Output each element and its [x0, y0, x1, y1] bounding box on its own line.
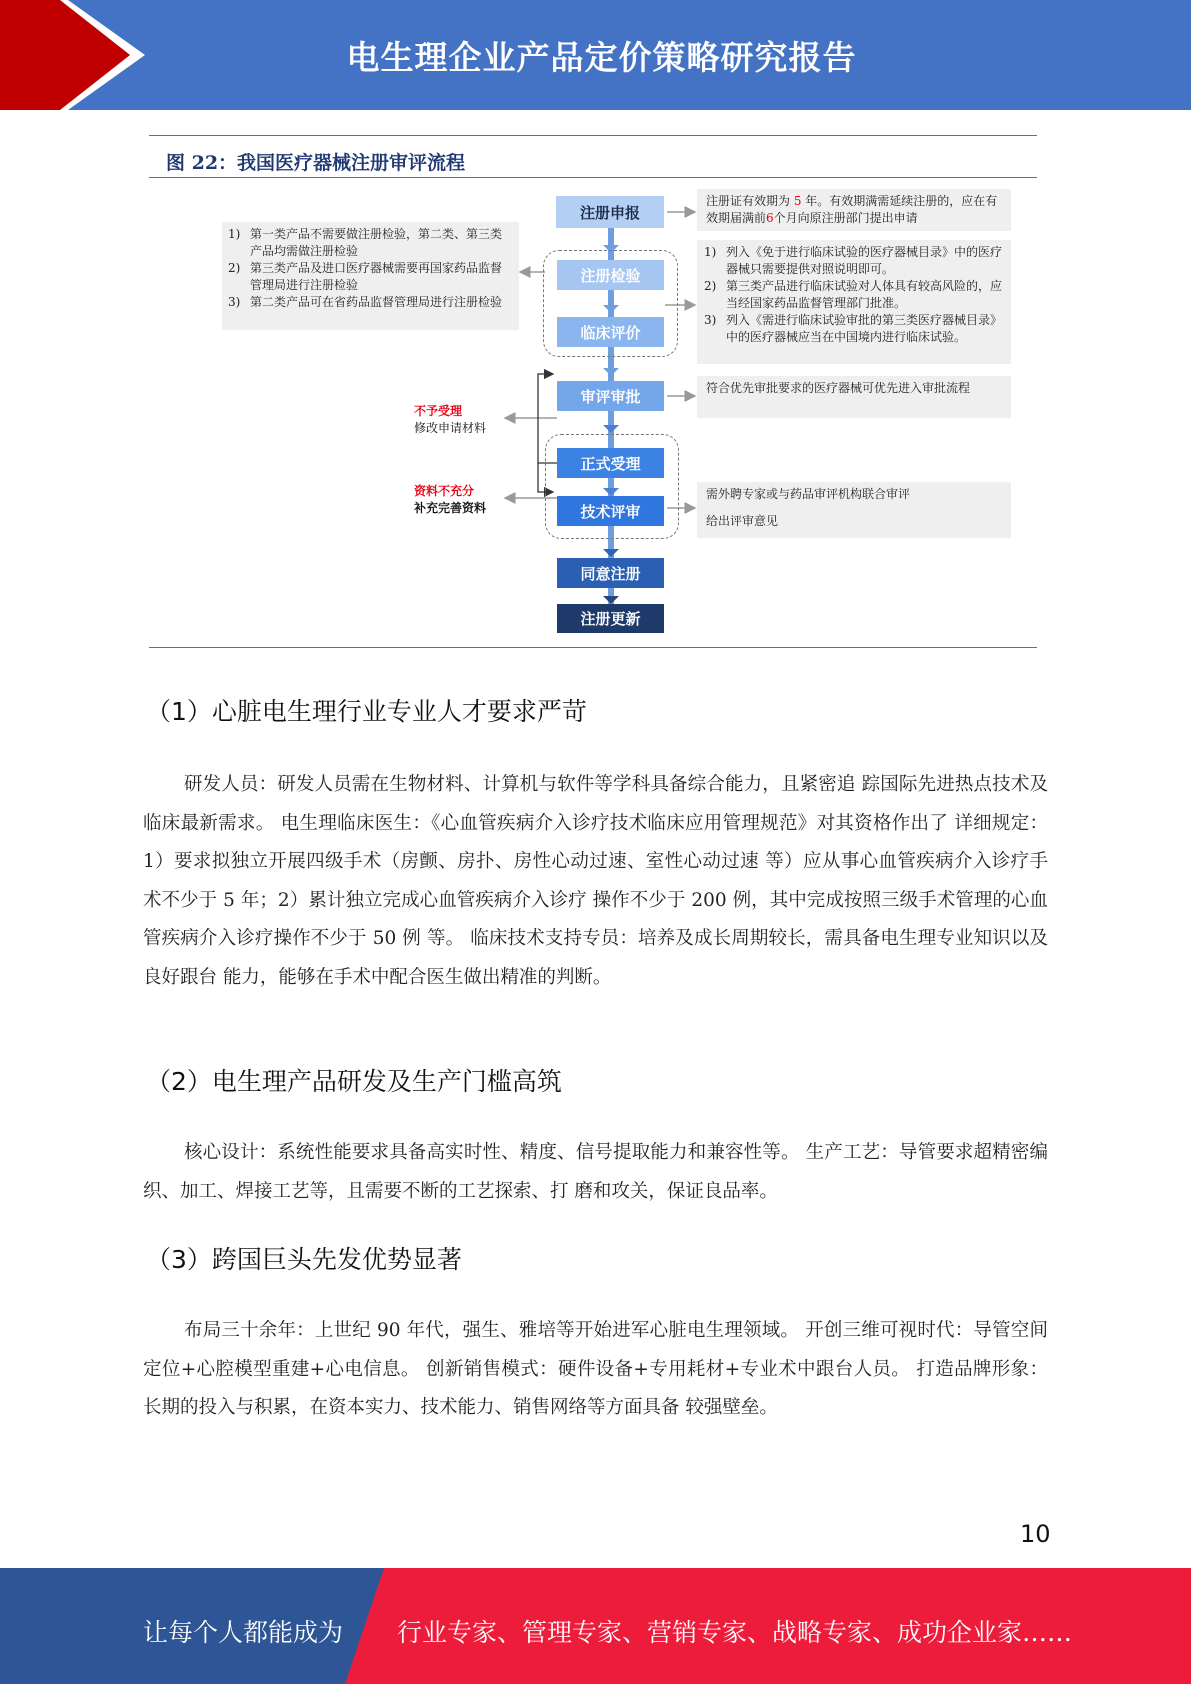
footer-slogan-right: 行业专家、管理专家、营销专家、战略专家、成功企业家…… [397, 1618, 1073, 1647]
insufficient-branch [414, 483, 486, 517]
validity-months: 6 [766, 211, 774, 225]
section-body: 核心设计：系统性能要求具备高实时性、精度、信号提取能力和兼容性等。 生产工艺：导管要求超精密编织、加工、焊接工艺等，且需要不断的工艺探索、打 磨和攻关，保证良品率。 [143, 1142, 1048, 1202]
figure-caption: 图 22：我国医疗器械注册审评流程 [166, 152, 466, 174]
figure-bottom-rule [149, 647, 1037, 648]
section-heading: （3）跨国巨头先发优势显著 [146, 1245, 462, 1274]
clinical-notes [697, 240, 1011, 364]
reject-action: 修改申请材料 [414, 421, 487, 435]
node-review: 审评审批 [557, 381, 664, 411]
clinical-note-item: 2) 第三类产品进行临床试验对人体具有较高风险的，应当经国家药品监督管理部门批准。 [704, 279, 1003, 310]
inspection-note-item: 2) 第三类产品及进口医疗器械需要再国家药品监督管理局进行注册检验 [228, 261, 503, 292]
section-heading: （1）心脏电生理行业专业人才要求严苛 [146, 697, 587, 726]
insufficient-label: 资料不充分 [414, 484, 475, 498]
section-body: 布局三十余年：上世纪 90 年代，强生、雅培等开始进军心脏电生理领域。 开创三维可视时代：导管空间定位+心腔模型重建+心电信息。 创新销售模式：硬件设备+专用耗材+专业术中跟台人员。 打造品牌形象：长期的投入与积累，在资本实力、技术能力、销售网络等方面具备 较强壁垒。 [143, 1320, 1048, 1418]
report-title: 电生理企业产品定价策略研究报告 [346, 37, 857, 77]
node-apply: 注册申报 [556, 196, 664, 228]
inspection-notes [222, 222, 519, 330]
validity-note: 注册证有效期为 5 年。有效期满需延续注册的，应在有效期届满前6个月向原注册部门提出申请 [697, 189, 1011, 231]
tech-note-item: 需外聘专家或与药品审评机构联合审评 [706, 487, 911, 501]
reject-label: 不予受理 [414, 404, 463, 418]
tech-note-item: 给出评审意见 [706, 514, 779, 528]
footer-slogan-left: 让每个人都能成为 [143, 1618, 344, 1647]
node-approve: 同意注册 [557, 558, 664, 588]
node-renew: 注册更新 [557, 604, 664, 633]
node-test: 注册检验 [557, 260, 664, 290]
tech-review-notes [697, 482, 1011, 538]
reject-branch [414, 403, 486, 437]
clinical-note-item: 3) 列入《需进行临床试验审批的第三类医疗器械目录》中的医疗器械应当在中国境内进行临床试验。 [704, 313, 1003, 344]
node-clinical: 临床评价 [557, 317, 664, 347]
insufficient-action: 补充完善资料 [414, 501, 487, 515]
page-number: 10 [1020, 1520, 1051, 1548]
inspection-note-item: 1) 第一类产品不需要做注册检验，第二类、第三类产品均需做注册检验 [228, 227, 503, 258]
node-tech-review: 技术评审 [557, 496, 664, 526]
section-heading: （2）电生理产品研发及生产门槛高筑 [146, 1067, 562, 1096]
validity-years: 5 [793, 194, 802, 208]
priority-note: 符合优先审批要求的医疗器械可优先进入审批流程 [697, 376, 1011, 418]
node-accept: 正式受理 [557, 448, 664, 478]
inspection-note-item: 3) 第二类产品可在省药品监督管理局进行注册检验 [228, 295, 503, 309]
clinical-note-item: 1) 列入《免于进行临床试验的医疗器械目录》中的医疗器械只需要提供对照说明即可。 [704, 245, 1003, 276]
section-body: 研发人员：研发人员需在生物材料、计算机与软件等学科具备综合能力，且紧密追 踪国际先进热点技术及临床最新需求。 电生理临床医生：《心血管疾病介入诊疗技术临床应用管理规范》对其资格作出了 详细规定：1）要求拟独立开展四级手术（房颤、房扑、房性心动过速、室性心动过速 等）应从事心血管疾病介入诊疗手术不少于 5 年；2）累计独立完成心血管疾病介入诊疗 操作不少于 200 例，其中完成按照三级手术管理的心血管疾病介入诊疗操作不少于 50 例 等。 临床技术支持专员：培养及成长周期较长，需具备电生理专业知识以及良好跟台 能力，能够在手术中配合医生做出精准的判断。 [143, 774, 1048, 988]
